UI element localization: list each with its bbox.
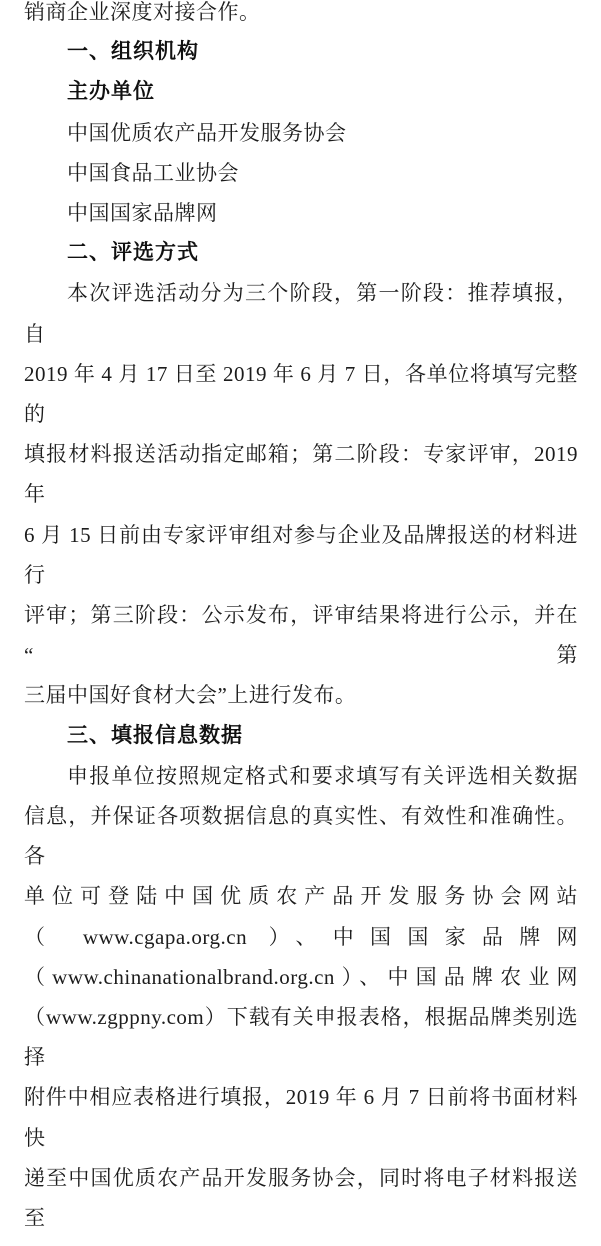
section-3-heading: 三、填报信息数据 [67, 723, 243, 747]
text-line: 附件中相应表格进行填报，2019 年 6 月 7 日前将书面材料快 [24, 1085, 578, 1150]
text-line-url: （www.zgppny.com）下载有关申报表格，根据品牌类别选择 [24, 1005, 578, 1070]
organizer-line: 中国优质农产品开发服务协会 [67, 120, 347, 145]
text-line-url: （ www.cgapa.org.cn ）、中国国家品牌网 [24, 924, 578, 949]
text-line: 递至中国优质农产品开发服务协会，同时将电子材料报送至 [24, 1165, 578, 1231]
section-2-heading: 二、评选方式 [67, 241, 199, 265]
organizer-line: 中国食品工业协会 [67, 160, 239, 185]
document-content [24, 0, 584, 1238]
organizer-line: 中国国家品牌网 [67, 201, 218, 226]
paragraph-continuation-line: 销商企业深度对接合作。 [24, 0, 261, 24]
text-line: 2019 年 4 月 17 日至 2019 年 6 月 7 日，各单位将填写完整的 [24, 361, 578, 427]
section-1-heading: 一、组织机构 [67, 40, 199, 64]
text-line-url: （www.chinanationalbrand.org.cn）、中国品牌农业网 [24, 964, 578, 989]
text-line: 单位可登陆中国优质农产品开发服务协会网站 [24, 884, 578, 909]
text-line: 6 月 15 日前由专家评审组对参与企业及品牌报送的材料进行 [24, 522, 578, 587]
text-line: 申报单位按照规定格式和要求填写有关评选相关数据 [67, 763, 578, 788]
text-line: 填报材料报送活动指定邮箱；第二阶段：专家评审，2019 年 [24, 442, 584, 507]
text-line: 评审；第三阶段：公示发布，评审结果将进行公示，并在“第 [24, 603, 578, 668]
text-line: 三届中国好食材大会”上进行发布。 [24, 683, 357, 708]
subsection-heading-organizer: 主办单位 [67, 80, 155, 104]
text-line: 本次评选活动分为三个阶段，第一阶段：推荐填报，自 [24, 281, 578, 346]
text-line: 信息，并保证各项数据信息的真实性、有效性和准确性。各 [24, 804, 578, 869]
